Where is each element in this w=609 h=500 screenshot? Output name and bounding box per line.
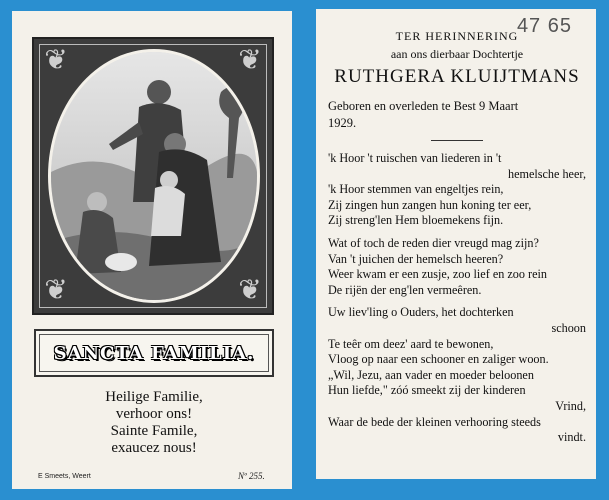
poem-line: Wat of toch de reden dier vreugd mag zijn? — [328, 235, 539, 250]
birth-death-line: Geboren en overleden te Best 9 Maart — [328, 99, 519, 113]
poem-line: De rijën der eng'len vermeêren. — [328, 282, 482, 297]
poem-line: Uw liev'ling o Ouders, het dochterken — [328, 305, 514, 320]
holy-card-front — [12, 11, 292, 489]
poem-line: Van 't juichen der hemelsch heeren? — [328, 251, 504, 266]
holy-family-engraving-icon — [51, 52, 257, 300]
divider-rule — [431, 140, 483, 141]
poem-line: Weer kwam er een zusje, zoo lief en zoo rein — [328, 267, 547, 282]
prayer-line: Sainte Famile, — [110, 423, 198, 439]
poem-line: vindt. — [557, 430, 586, 445]
poem-line: Te teêr om deez' aard te bewonen, — [328, 336, 494, 351]
printer-imprint: E Smeets, Weert — [38, 473, 91, 480]
corner-ornament-icon: ❦ — [44, 45, 68, 76]
handwritten-number: 47 65 — [516, 15, 572, 37]
prayer-line: exaucez nous! — [111, 440, 197, 456]
birth-death-year: 1929. — [328, 116, 357, 130]
corner-ornament-icon: ❦ — [238, 275, 262, 306]
poem-line: Vrind, — [555, 398, 586, 413]
heading-remembrance: TER HERINNERING — [395, 29, 519, 43]
poem-line: 'k Hoor 't ruischen van liederen in 't — [328, 151, 502, 165]
title-plate — [34, 329, 274, 377]
poem-line: Vloog op naar een schooner en zaliger woon. — [328, 352, 549, 367]
poem-line: Waar de bede der kleinen verhooring steeds — [328, 414, 541, 429]
birth-death-info — [328, 98, 586, 132]
memorial-text-card — [316, 9, 596, 479]
prayer-line: verhoor ons! — [115, 406, 193, 422]
poem-line: Zij zingen hun zangen hun koning ter eer, — [328, 197, 532, 212]
memorial-poem — [328, 151, 586, 446]
poem-line: Zij streng'len Hem bloemekens fijn. — [328, 213, 504, 228]
heading-dedication: aan ons dierbaar Dochtertje — [390, 47, 524, 61]
poem-line: 'k Hoor stemmen van engeltjes rein, — [328, 182, 504, 197]
card-title: SANCTA FAMILIA. — [53, 342, 255, 364]
prayer-text — [34, 389, 274, 457]
card-number: Nº 255. — [238, 471, 265, 481]
corner-ornament-icon: ❦ — [44, 275, 68, 306]
poem-line: schoon — [551, 320, 586, 335]
stanza-gap — [328, 229, 586, 236]
prayer-line: Heilige Familie, — [105, 389, 203, 405]
poem-line: hemelsche heer, — [507, 166, 586, 181]
stanza-gap — [328, 298, 586, 305]
illustration-frame — [32, 37, 274, 315]
holy-family-illustration — [48, 49, 260, 303]
poem-line: „Wil, Jezu, aan vader en moeder beloonen — [328, 367, 534, 382]
poem-line: Hun liefde," zóó smeekt zij der kinderen — [328, 383, 526, 398]
deceased-name: RUTHGERA KLUIJTMANS — [334, 66, 580, 87]
corner-ornament-icon: ❦ — [238, 45, 262, 76]
